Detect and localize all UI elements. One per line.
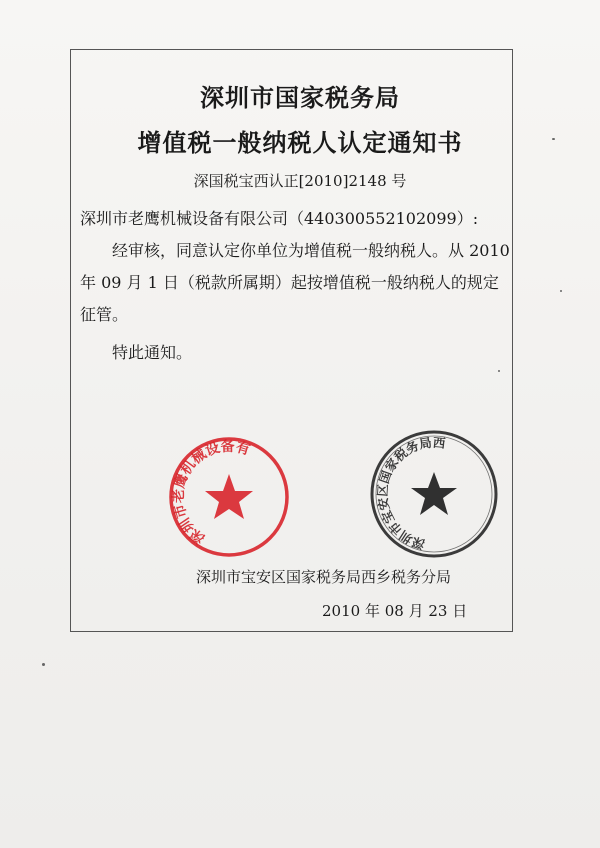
company-seal [166,434,292,560]
star-icon [205,474,253,519]
issuing-office: 深圳市宝安区国家税务局西乡税务分局 [196,568,452,586]
document-number: 深国税宝西认正[2010]2148 号 [193,172,407,190]
authority-title: 深圳市国家税务局 [200,83,400,112]
addressee: 深圳市老鹰机械设备有限公司（440300552102099）: [80,209,479,228]
notice-title: 增值税一般纳税人认定通知书 [137,128,463,157]
body-paragraph: 经审核，同意认定你单位为增值税一般纳税人。从 2010 年 09 月 1 日（税款所属期）起按增值税一般纳税人的规定征管。 [80,241,510,324]
scan-speck [42,663,45,666]
star-icon [411,472,457,515]
closing-text: 特此通知。 [112,343,193,362]
tax-bureau-seal [368,428,500,560]
company-seal-text: 深圳市老鹰机械设备有限公司 [170,438,252,547]
tax-seal-text: 深圳市宝安区国家税务局西乡税务分局 [374,434,447,553]
scan-speck [552,138,555,140]
scan-speck [498,370,500,372]
scan-speck [560,290,562,292]
issue-date: 2010 年 08 月 23 日 [322,602,468,620]
